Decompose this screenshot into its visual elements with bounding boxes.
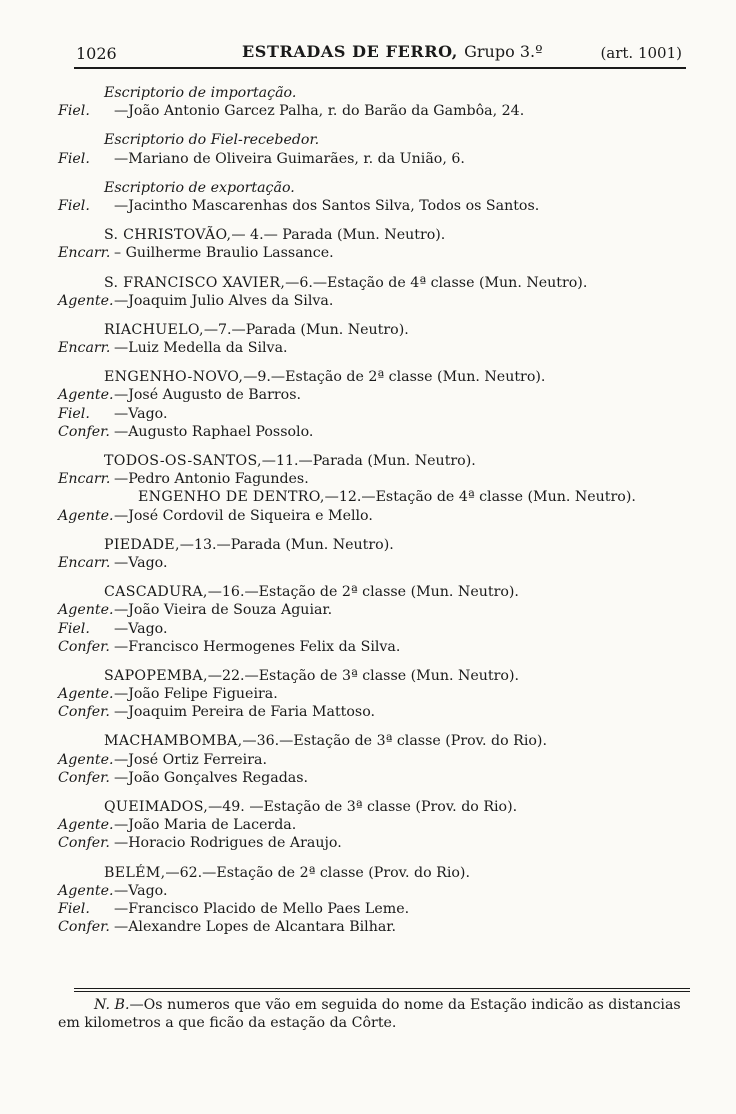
person-name: —Vago. xyxy=(114,554,168,571)
person-role: Encarr. xyxy=(58,245,111,262)
person-line xyxy=(58,882,708,900)
office-heading xyxy=(58,179,708,197)
person-line xyxy=(58,638,708,656)
footnote-line-1 xyxy=(58,996,708,1014)
footer-rule-thin xyxy=(74,991,690,992)
station-name: S. CHRISTOVÃO, xyxy=(104,227,232,244)
footer-rule xyxy=(74,988,690,989)
station-heading xyxy=(58,226,708,244)
person-name: —Vago. xyxy=(114,405,168,422)
station-entry xyxy=(58,274,708,310)
station-name: S. FRANCISCO XAVIER, xyxy=(104,274,286,291)
station-detail: —13.—Parada (Mun. Neutro). xyxy=(179,536,394,553)
person-role: Fiel. xyxy=(58,197,90,214)
office-entry xyxy=(58,131,708,167)
office-entry xyxy=(58,179,708,215)
station-detail: —9.—Estação de 2ª classe (Mun. Neutro). xyxy=(243,369,546,386)
station-heading xyxy=(58,321,708,339)
person-role: Encarr. xyxy=(58,340,111,357)
person-line xyxy=(58,150,708,168)
person-line xyxy=(58,102,708,120)
person-line xyxy=(58,900,708,918)
office-title: Escriptorio de importação. xyxy=(104,85,297,101)
person-name: —Jacintho Mascarenhas dos Santos Silva, Todos os Santos. xyxy=(114,197,540,214)
station-detail: —7.—Parada (Mun. Neutro). xyxy=(203,321,409,338)
station-heading xyxy=(58,488,708,506)
station-name: QUEIMADOS, xyxy=(104,799,209,815)
person-line xyxy=(58,197,708,215)
person-role: Encarr. xyxy=(58,471,111,488)
group-label: Grupo 3.º xyxy=(464,42,543,61)
station-detail: —11.—Parada (Mun. Neutro). xyxy=(261,453,476,469)
person-line xyxy=(58,620,708,638)
person-name: —Vago. xyxy=(114,620,168,637)
person-name: —Luiz Medella da Silva. xyxy=(114,340,288,357)
station-name: BELÉM, xyxy=(104,864,166,881)
person-line xyxy=(58,470,708,488)
article-reference: (art. 1001) xyxy=(600,44,682,62)
station-entry xyxy=(58,667,708,722)
person-name: —Pedro Antonio Fagundes. xyxy=(114,471,309,488)
station-name: SAPOPEMBA, xyxy=(104,667,208,684)
office-heading xyxy=(58,131,708,149)
person-role: Agente. xyxy=(58,751,114,768)
station-detail: — 4.— Parada (Mun. Neutro). xyxy=(231,227,446,244)
station-name: CASCADURA, xyxy=(104,584,208,601)
station-entry xyxy=(58,798,708,853)
person-role: Agente. xyxy=(58,882,114,899)
person-role: Agente. xyxy=(58,387,114,404)
footnote xyxy=(58,996,708,1032)
person-name: —Alexandre Lopes de Alcantara Bilhar. xyxy=(114,919,397,936)
station-entry xyxy=(58,226,708,262)
station-heading xyxy=(58,368,708,386)
person-name: —Vago. xyxy=(114,882,168,899)
person-name: —José Augusto de Barros. xyxy=(114,387,302,404)
person-role: Confer. xyxy=(58,423,110,440)
station-detail: —16.—Estação de 2ª classe (Mun. Neutro). xyxy=(207,584,519,601)
station-detail: —49. —Estação de 3ª classe (Prov. do Rio). xyxy=(208,799,518,815)
person-name: —João Felipe Figueira. xyxy=(114,686,278,703)
station-entry xyxy=(58,368,708,441)
person-line xyxy=(58,423,708,441)
person-name: – Guilherme Braulio Lassance. xyxy=(114,245,334,262)
person-name: —José Ortiz Ferreira. xyxy=(114,751,267,768)
person-role: Fiel. xyxy=(58,405,90,422)
station-heading xyxy=(58,798,708,816)
footnote-text-1: —Os numeros que vão em seguida do nome da Estação indicão as distancias xyxy=(129,997,681,1013)
footnote-text-2: em kilometros a que ficão da estação da Côrte. xyxy=(58,1015,397,1032)
person-name: —João Gonçalves Regadas. xyxy=(114,769,309,786)
station-heading xyxy=(58,864,708,882)
station-name: TODOS-OS-SANTOS, xyxy=(104,453,262,469)
station-heading xyxy=(58,732,708,750)
person-name: —Francisco Hermogenes Felix da Silva. xyxy=(114,638,401,655)
person-role: Agente. xyxy=(58,602,114,619)
office-title: Escriptorio do Fiel-recebedor. xyxy=(104,132,320,149)
station-detail: —62.—Estação de 2ª classe (Prov. do Rio). xyxy=(165,864,470,881)
directory-list xyxy=(58,84,708,936)
person-line xyxy=(58,554,708,572)
person-line xyxy=(58,685,708,703)
office-title: Escriptorio de exportação. xyxy=(104,179,295,196)
person-role: Fiel. xyxy=(58,620,90,637)
header-rule xyxy=(74,67,686,69)
person-role: Fiel. xyxy=(58,900,90,917)
station-entry xyxy=(58,732,708,787)
station-detail: —22.—Estação de 3ª classe (Mun. Neutro). xyxy=(207,667,520,684)
station-entry xyxy=(58,583,708,656)
station-entry xyxy=(58,321,708,357)
person-role: Encarr. xyxy=(58,554,111,571)
person-name: —Augusto Raphael Possolo. xyxy=(114,423,314,440)
person-name: —Joaquim Pereira de Faria Mattoso. xyxy=(114,704,375,721)
person-role: Confer. xyxy=(58,638,110,655)
station-name: RIACHUELO, xyxy=(104,321,204,338)
person-name: —Joaquim Julio Alves da Silva. xyxy=(114,292,334,309)
station-name: MACHAMBOMBA, xyxy=(104,733,243,750)
person-line xyxy=(58,405,708,423)
station-entry xyxy=(58,452,708,525)
person-line xyxy=(58,386,708,404)
person-role: Confer. xyxy=(58,769,110,786)
footnote-label: N. B. xyxy=(94,997,130,1013)
person-role: Agente. xyxy=(58,507,114,524)
person-line xyxy=(58,292,708,310)
station-heading xyxy=(58,667,708,685)
person-name: —Francisco Placido de Mello Paes Leme. xyxy=(114,900,410,917)
person-name: —Mariano de Oliveira Guimarães, r. da União, 6. xyxy=(114,150,465,167)
person-line xyxy=(58,834,708,852)
page-header xyxy=(76,40,682,66)
station-entry xyxy=(58,864,708,937)
person-line xyxy=(58,244,708,262)
station-entry xyxy=(58,536,708,572)
footnote-line-2 xyxy=(58,1014,708,1032)
person-line xyxy=(58,918,708,936)
person-name: —João Antonio Garcez Palha, r. do Barão da Gambôa, 24. xyxy=(114,103,525,120)
running-title xyxy=(242,42,543,61)
station-detail: —6.—Estação de 4ª classe (Mun. Neutro). xyxy=(285,274,588,291)
running-title-text: ESTRADAS DE FERRO, xyxy=(242,42,458,61)
station-heading xyxy=(58,274,708,292)
person-line xyxy=(58,339,708,357)
office-heading xyxy=(58,84,708,102)
person-role: Confer. xyxy=(58,919,110,936)
station-name: ENGENHO DE DENTRO, xyxy=(138,489,325,506)
person-role: Confer. xyxy=(58,704,110,721)
person-name: —José Cordovil de Siqueira e Mello. xyxy=(114,507,373,524)
station-name: ENGENHO-NOVO, xyxy=(104,369,244,386)
person-line xyxy=(58,816,708,834)
station-heading xyxy=(58,536,708,554)
person-name: —João Maria de Lacerda. xyxy=(114,817,297,834)
person-line xyxy=(58,703,708,721)
person-role: Confer. xyxy=(58,835,110,852)
person-line xyxy=(58,751,708,769)
person-line xyxy=(58,769,708,787)
station-heading xyxy=(58,583,708,601)
person-name: —João Vieira de Souza Aguiar. xyxy=(114,602,333,619)
page-number: 1026 xyxy=(76,44,117,63)
office-entry xyxy=(58,84,708,120)
station-detail: —12.—Estação de 4ª classe (Mun. Neutro). xyxy=(324,489,636,506)
person-line xyxy=(58,507,708,525)
station-detail: —36.—Estação de 3ª classe (Prov. do Rio). xyxy=(242,733,547,750)
person-line xyxy=(58,601,708,619)
person-name: —Horacio Rodrigues de Araujo. xyxy=(114,835,342,852)
person-role: Fiel. xyxy=(58,150,90,167)
person-role: Agente. xyxy=(58,686,114,703)
station-name: PIEDADE, xyxy=(104,536,180,553)
person-role: Agente. xyxy=(58,292,114,309)
person-role: Fiel. xyxy=(58,103,90,120)
station-heading xyxy=(58,452,708,470)
person-role: Agente. xyxy=(58,817,114,834)
